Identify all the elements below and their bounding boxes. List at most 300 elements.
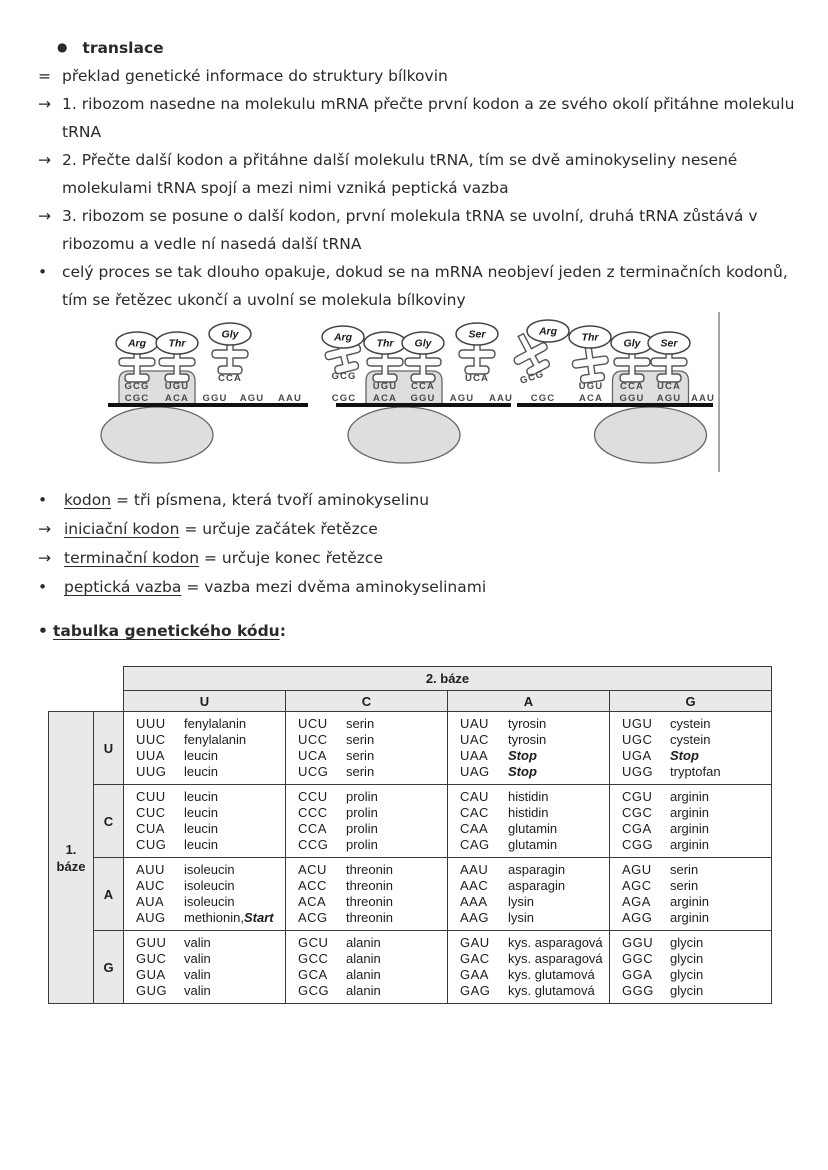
- amino-acid-name: glycin: [670, 935, 704, 950]
- mrna-codon: CGC: [124, 393, 150, 404]
- codon-cell: [448, 858, 610, 931]
- diagram-panel-3: [505, 320, 715, 463]
- amino-acid-name: fenylalanin: [184, 732, 247, 747]
- codon-triplet: GUA: [136, 967, 166, 982]
- codon-entry: [622, 983, 771, 999]
- codon-entry: [298, 967, 447, 983]
- mrna-codon: AAU: [489, 393, 513, 404]
- amino-acid-label: Ser: [660, 337, 678, 350]
- amino-acid-name: tyrosin: [508, 716, 547, 731]
- amino-acid-name: serin: [670, 862, 699, 877]
- amino-acid-name: glutamin: [508, 837, 558, 852]
- text-segment: :: [279, 622, 286, 640]
- trna-anticodon: UCA: [657, 381, 681, 392]
- amino-acid-name: kys. glutamová: [508, 983, 595, 998]
- codon-entry: [136, 764, 285, 780]
- codon-triplet: UCA: [298, 748, 327, 763]
- codon-triplet: GGA: [622, 967, 653, 982]
- trna-anticodon: CCA: [620, 381, 644, 392]
- codon-entry: [622, 910, 771, 926]
- codon-triplet: CAU: [460, 789, 489, 804]
- amino-acid-label: Gly: [623, 337, 641, 350]
- amino-acid-label: Ser: [468, 328, 486, 341]
- diagram-panel-1: [101, 323, 308, 463]
- codon-row-A: [49, 858, 772, 931]
- section-title-text: translace: [82, 39, 164, 57]
- translation-steps-diagram: [0, 310, 828, 482]
- table-header-row: [49, 667, 772, 691]
- amino-acid-label: Arg: [127, 337, 147, 350]
- codon-entry: [622, 878, 771, 894]
- codon-triplet: UGU: [622, 716, 653, 731]
- amino-acid-name: kys. asparagová: [508, 951, 603, 966]
- codon-row-C: [49, 785, 772, 858]
- codon-entry: [460, 716, 609, 732]
- amino-acid-name: glutamin: [508, 821, 558, 836]
- amino-acid-name: prolin: [346, 837, 378, 852]
- amino-acid-name: alanin: [346, 935, 381, 950]
- codon-triplet: CAA: [460, 821, 489, 836]
- intro-section: [38, 33, 804, 314]
- column-header-U: U: [124, 691, 286, 712]
- codon-triplet: GUG: [136, 983, 168, 998]
- mrna-codon: ACA: [165, 393, 189, 404]
- codon-entry: [460, 748, 609, 764]
- text-line: [38, 62, 804, 90]
- trna-anticodon: UGU: [164, 381, 190, 392]
- codon-entry: [136, 821, 285, 837]
- definitions-section: [38, 486, 804, 602]
- codon-special-label: Stop: [508, 764, 537, 779]
- codon-triplet: UCC: [298, 732, 328, 747]
- codon-entry: [136, 983, 285, 999]
- codon-triplet: GUU: [136, 935, 167, 950]
- second-base-header: 2. báze: [124, 667, 772, 691]
- text-segment: 3. ribozom se posune o další kodon, první molekula tRNA se uvolní, druhá tRNA zůstává v ribozomu a vedle ní nasedá další tRNA: [62, 207, 758, 253]
- codon-entry: [622, 805, 771, 821]
- codon-entry: [298, 894, 447, 910]
- trna-anticodon: CCA: [218, 373, 242, 384]
- amino-acid-name: lysin: [508, 894, 535, 909]
- mrna-codon: ACA: [373, 393, 397, 404]
- amino-acid-name: kys. asparagová: [508, 935, 603, 950]
- row-header-C: C: [94, 785, 124, 858]
- first-base-label-line: báze: [56, 858, 86, 874]
- text-segment: = určuje konec řetězce: [199, 549, 383, 567]
- codon-triplet: AAG: [460, 910, 489, 925]
- text-line: [38, 90, 804, 146]
- codon-entry: [460, 910, 609, 926]
- list-marker: •: [38, 578, 48, 596]
- mrna-codon: GGU: [202, 393, 228, 404]
- list-marker: →: [38, 207, 51, 225]
- codon-entry: [298, 910, 447, 926]
- codon-triplet: CGA: [622, 821, 652, 836]
- amino-acid-name: arginin: [670, 837, 710, 852]
- mrna-codon: AGU: [449, 393, 475, 404]
- codon-entry: [136, 748, 285, 764]
- amino-acid-name: methionin,: [184, 910, 244, 925]
- codon-entry: [298, 862, 447, 878]
- amino-acid-label: Thr: [581, 331, 599, 344]
- amino-acid-name: prolin: [346, 821, 378, 836]
- amino-acid-name: serin: [346, 764, 375, 779]
- codon-triplet: AGA: [622, 894, 651, 909]
- codon-entry: [460, 821, 609, 837]
- codon-triplet: CCU: [298, 789, 328, 804]
- codon-triplet: UAC: [460, 732, 489, 747]
- list-marker: →: [38, 549, 51, 567]
- codon-triplet: GAG: [460, 983, 491, 998]
- trna-anticodon: UGU: [372, 381, 398, 392]
- list-marker: =: [38, 67, 51, 85]
- codon-triplet: UGG: [622, 764, 654, 779]
- codon-cell: [286, 712, 448, 785]
- amino-acid-name: cystein: [670, 732, 711, 747]
- text-segment: 2. Přečte další kodon a přitáhne další molekulu tRNA, tím se dvě aminokyseliny nesené molekulami tRNA spojí a mezi nimi vzniká peptická vazba: [62, 151, 738, 197]
- codon-triplet: CUU: [136, 789, 166, 804]
- text-line: [38, 146, 804, 202]
- amino-acid-name: tyrosin: [508, 732, 547, 747]
- codon-entry: [298, 716, 447, 732]
- text-segment: peptická vazba: [64, 578, 182, 596]
- text-line: [38, 486, 804, 515]
- text-segment: 1. ribozom nasedne na molekulu mRNA přečte první kodon a ze svého okolí přitáhne molekulu tRNA: [62, 95, 795, 141]
- amino-acid-name: alanin: [346, 983, 381, 998]
- codon-triplet: CCG: [298, 837, 329, 852]
- codon-triplet: GGU: [622, 935, 654, 950]
- amino-acid-name: valin: [184, 967, 211, 982]
- codon-entry: [460, 837, 609, 853]
- trna-anticodon: GCG: [331, 371, 357, 382]
- codon-triplet: CGU: [622, 789, 653, 804]
- amino-acid-name: threonin: [346, 878, 393, 893]
- amino-acid-name: leucin: [184, 748, 218, 763]
- codon-triplet: GUC: [136, 951, 167, 966]
- codon-entry: [298, 748, 447, 764]
- codon-entry: [460, 894, 609, 910]
- mrna-codon: AGU: [656, 393, 682, 404]
- trna-anticodon: GCG: [124, 381, 150, 392]
- amino-acid-name: cystein: [670, 716, 711, 731]
- amino-acid-label: Arg: [538, 325, 558, 338]
- amino-acid-name: lysin: [508, 910, 535, 925]
- text-segment: překlad genetické informace do struktury bílkovin: [62, 67, 448, 85]
- codon-row-G: [49, 931, 772, 1004]
- amino-acid-name: histidin: [508, 789, 549, 804]
- codon-triplet: CCA: [298, 821, 327, 836]
- amino-acid-name: serin: [346, 732, 375, 747]
- codon-cell: [124, 931, 286, 1004]
- codon-triplet: AUA: [136, 894, 165, 909]
- genetic-code-table: [48, 666, 772, 1004]
- column-header-row: [49, 691, 772, 712]
- codon-entry: [298, 732, 447, 748]
- amino-acid-name: leucin: [184, 789, 218, 804]
- codon-entry: [298, 878, 447, 894]
- amino-acid-name: serin: [346, 748, 375, 763]
- text-line: [38, 622, 804, 640]
- amino-acid-name: leucin: [184, 821, 218, 836]
- codon-entry: [136, 716, 285, 732]
- mrna-codon: AGU: [239, 393, 265, 404]
- genetic-code-table-wrap: [48, 666, 772, 1004]
- codon-cell: [286, 931, 448, 1004]
- codon-entry: [136, 967, 285, 983]
- codon-triplet: CUG: [136, 837, 167, 852]
- amino-acid-name: glycin: [670, 951, 704, 966]
- mrna-codon: AAU: [691, 393, 715, 404]
- codon-entry: [460, 935, 609, 951]
- codon-triplet: UAU: [460, 716, 489, 731]
- codon-triplet: GAA: [460, 967, 489, 982]
- mrna-codon: ACA: [579, 393, 603, 404]
- amino-acid-label: Thr: [376, 337, 394, 350]
- text-segment: = určuje začátek řetězce: [179, 520, 378, 538]
- text-line: [38, 258, 804, 314]
- codon-row-U: [49, 712, 772, 785]
- text-segment: tabulka genetického kódu: [53, 622, 280, 640]
- codon-entry: [136, 837, 285, 853]
- trna-anticodon: UGU: [578, 381, 604, 392]
- codon-entry: [622, 862, 771, 878]
- table-heading-line: [38, 622, 804, 640]
- amino-acid-name: valin: [184, 935, 211, 950]
- text-line: [38, 573, 804, 602]
- amino-acid-name: fenylalanin: [184, 716, 247, 731]
- codon-entry: [298, 789, 447, 805]
- codon-triplet: GAC: [460, 951, 490, 966]
- codon-entry: [622, 967, 771, 983]
- list-marker: •: [38, 491, 48, 509]
- codon-entry: [298, 837, 447, 853]
- codon-entry: [622, 716, 771, 732]
- amino-acid-name: arginin: [670, 789, 710, 804]
- list-marker: →: [38, 151, 51, 169]
- codon-special-label: Start: [243, 910, 274, 925]
- amino-acid-name: threonin: [346, 862, 393, 877]
- codon-entry: [136, 732, 285, 748]
- codon-entry: [460, 764, 609, 780]
- list-marker: •: [38, 263, 48, 281]
- codon-triplet: AAA: [460, 894, 488, 909]
- amino-acid-name: serin: [346, 716, 375, 731]
- mrna-codon: CGC: [331, 393, 357, 404]
- bullet-icon: ●: [57, 40, 68, 54]
- amino-acid-name: leucin: [184, 837, 218, 852]
- amino-acid-name: tryptofan: [670, 764, 721, 779]
- column-header-C: C: [286, 691, 448, 712]
- codon-triplet: UCU: [298, 716, 328, 731]
- amino-acid-name: isoleucin: [184, 878, 235, 893]
- codon-triplet: UUG: [136, 764, 167, 779]
- codon-triplet: UUU: [136, 716, 166, 731]
- amino-acid-name: valin: [184, 983, 211, 998]
- amino-acid-name: isoleucin: [184, 894, 235, 909]
- codon-triplet: CGG: [622, 837, 654, 852]
- codon-triplet: UAG: [460, 764, 490, 779]
- codon-entry: [622, 935, 771, 951]
- mrna-codon: GGU: [619, 393, 645, 404]
- codon-triplet: ACA: [298, 894, 327, 909]
- list-marker: →: [38, 520, 51, 538]
- codon-cell: [124, 785, 286, 858]
- intro-paragraphs: [38, 62, 804, 314]
- column-header-A: A: [448, 691, 610, 712]
- text-line: [38, 202, 804, 258]
- list-marker: →: [38, 95, 51, 113]
- codon-entry: [622, 732, 771, 748]
- codon-special-label: Stop: [508, 748, 537, 763]
- codon-entry: [460, 878, 609, 894]
- codon-triplet: GCG: [298, 983, 330, 998]
- codon-entry: [460, 789, 609, 805]
- first-base-label-line: 1.: [65, 841, 77, 857]
- amino-acid-name: arginin: [670, 805, 710, 820]
- text-line: [38, 544, 804, 573]
- row-header-U: U: [94, 712, 124, 785]
- ribosome-large-subunit: [348, 407, 460, 463]
- codon-triplet: CUA: [136, 821, 165, 836]
- codon-triplet: UCG: [298, 764, 329, 779]
- codon-entry: [622, 951, 771, 967]
- amino-acid-name: arginin: [670, 910, 710, 925]
- codon-entry: [622, 764, 771, 780]
- amino-acid-label: Gly: [221, 328, 239, 341]
- codon-triplet: AGC: [622, 878, 652, 893]
- codon-cell: [610, 712, 772, 785]
- codon-triplet: UAA: [460, 748, 489, 763]
- codon-triplet: UGC: [622, 732, 653, 747]
- codon-cell: [286, 785, 448, 858]
- codon-triplet: CCC: [298, 805, 328, 820]
- codon-entry: [298, 805, 447, 821]
- codon-entry: [460, 967, 609, 983]
- amino-acid-name: leucin: [184, 764, 218, 779]
- table-blank-corner: [49, 667, 124, 712]
- codon-cell: [448, 931, 610, 1004]
- codon-entry: [136, 951, 285, 967]
- ribosome-large-subunit: [595, 407, 707, 463]
- codon-special-label: Stop: [670, 748, 699, 763]
- trna-anticodon: UCA: [465, 373, 489, 384]
- codon-cell: [286, 858, 448, 931]
- codon-triplet: UGA: [622, 748, 652, 763]
- codon-triplet: GCC: [298, 951, 329, 966]
- text-segment: terminační kodon: [64, 549, 200, 567]
- codon-entry: [460, 951, 609, 967]
- codon-entry: [136, 894, 285, 910]
- codon-triplet: AUG: [136, 910, 166, 925]
- column-header-G: G: [610, 691, 772, 712]
- trna-anticodon: GCG: [518, 368, 546, 387]
- amino-acid-label: Arg: [333, 331, 353, 344]
- codon-triplet: GGC: [622, 951, 654, 966]
- ribosome-large-subunit: [101, 407, 213, 463]
- amino-acid-label: Gly: [414, 337, 432, 350]
- codon-triplet: ACU: [298, 862, 327, 877]
- amino-acid-name: valin: [184, 951, 211, 966]
- section-title: [38, 33, 804, 62]
- codon-triplet: CGC: [622, 805, 653, 820]
- codon-triplet: CAG: [460, 837, 490, 852]
- codon-entry: [136, 789, 285, 805]
- codon-entry: [460, 862, 609, 878]
- text-line: [38, 515, 804, 544]
- codon-entry: [136, 910, 285, 926]
- codon-cell: [610, 785, 772, 858]
- codon-triplet: ACC: [298, 878, 327, 893]
- amino-acid-name: asparagin: [508, 862, 566, 877]
- text-segment: iniciační kodon: [64, 520, 180, 538]
- codon-triplet: AAU: [460, 862, 489, 877]
- codon-cell: [124, 858, 286, 931]
- amino-acid-name: arginin: [670, 821, 710, 836]
- codon-entry: [298, 951, 447, 967]
- mrna-codon: CGC: [530, 393, 556, 404]
- codon-entry: [460, 983, 609, 999]
- trna-anticodon: CCA: [411, 381, 435, 392]
- row-header-A: A: [94, 858, 124, 931]
- codon-triplet: ACG: [298, 910, 328, 925]
- codon-entry: [622, 821, 771, 837]
- amino-acid-name: prolin: [346, 789, 378, 804]
- amino-acid-label: Thr: [168, 337, 186, 350]
- amino-acid-name: alanin: [346, 967, 381, 982]
- amino-acid-name: alanin: [346, 951, 381, 966]
- amino-acid-name: serin: [670, 878, 699, 893]
- amino-acid-name: kys. glutamová: [508, 967, 595, 982]
- codon-entry: [298, 821, 447, 837]
- codon-triplet: UUA: [136, 748, 165, 763]
- amino-acid-name: isoleucin: [184, 862, 235, 877]
- mrna-codon: GGU: [410, 393, 436, 404]
- codon-cell: [610, 858, 772, 931]
- codon-triplet: CUC: [136, 805, 166, 820]
- amino-acid-name: histidin: [508, 805, 549, 820]
- codon-entry: [622, 894, 771, 910]
- codon-entry: [298, 764, 447, 780]
- codon-entry: [460, 732, 609, 748]
- codon-triplet: AGG: [622, 910, 653, 925]
- text-segment: celý proces se tak dlouho opakuje, dokud se na mRNA neobjeví jeden z terminačních kodonů, tím se řetězec ukončí a uvolní se molekula bílkoviny: [62, 263, 788, 309]
- codon-entry: [136, 935, 285, 951]
- amino-acid-name: leucin: [184, 805, 218, 820]
- amino-acid-name: threonin: [346, 894, 393, 909]
- mrna-codon: AAU: [278, 393, 302, 404]
- codon-cell: [448, 785, 610, 858]
- codon-entry: [136, 862, 285, 878]
- first-base-header: [49, 712, 94, 1004]
- codon-entry: [622, 789, 771, 805]
- codon-cell: [610, 931, 772, 1004]
- codon-triplet: CAC: [460, 805, 489, 820]
- amino-acid-name: glycin: [670, 967, 704, 982]
- amino-acid-name: threonin: [346, 910, 393, 925]
- codon-triplet: GAU: [460, 935, 490, 950]
- diagram-panel-2: [320, 323, 513, 463]
- codon-triplet: GCU: [298, 935, 329, 950]
- list-marker: •: [38, 622, 48, 640]
- codon-triplet: GGG: [622, 983, 654, 998]
- codon-entry: [136, 805, 285, 821]
- codon-entry: [460, 805, 609, 821]
- codon-triplet: AUU: [136, 862, 165, 877]
- amino-acid-name: arginin: [670, 894, 710, 909]
- codon-triplet: AAC: [460, 878, 489, 893]
- codon-triplet: AUC: [136, 878, 165, 893]
- amino-acid-name: prolin: [346, 805, 378, 820]
